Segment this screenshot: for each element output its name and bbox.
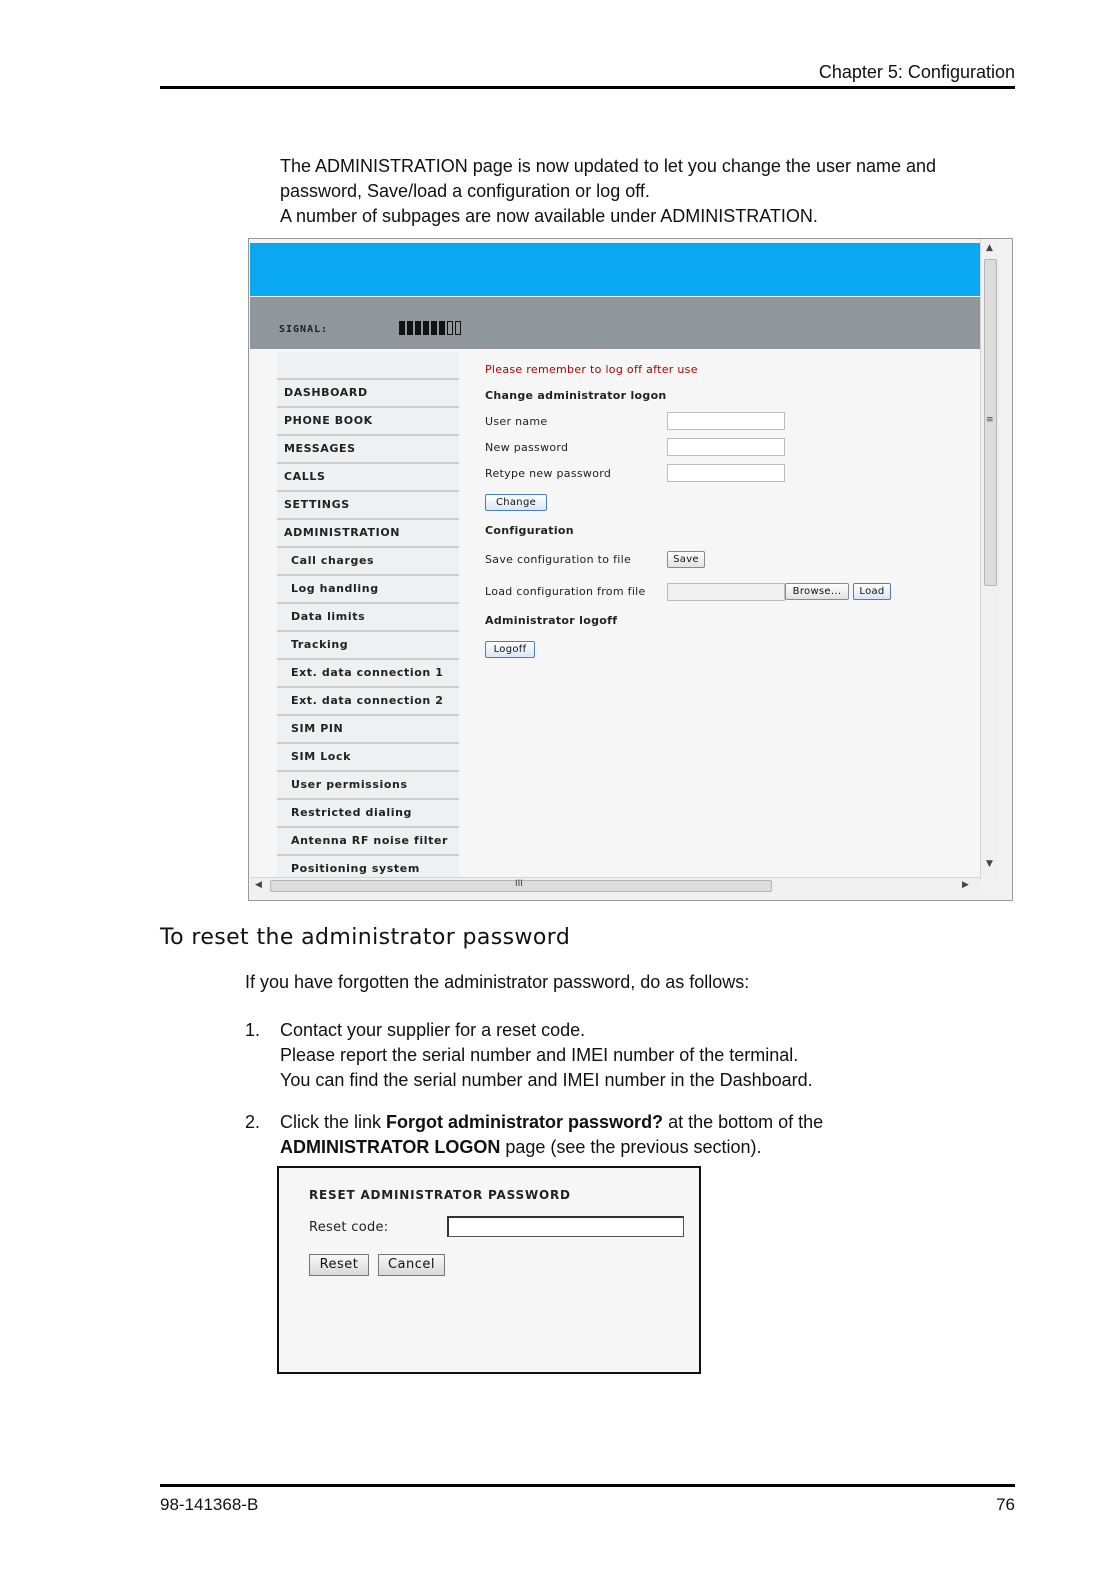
signal-bar	[399, 321, 405, 335]
nav-item[interactable]: Call charges	[277, 548, 459, 576]
step-number: 2.	[245, 1112, 261, 1132]
hscroll-grip-icon: III	[515, 879, 523, 889]
step-2-text: Click the link	[280, 1112, 387, 1132]
signal-meter	[399, 321, 461, 335]
nav-item[interactable]: MESSAGES	[277, 436, 459, 464]
step-2-line	[280, 1110, 980, 1135]
header-rule	[160, 86, 1015, 89]
intro-line: The ADMINISTRATION page is now updated to let you change the user name and	[280, 156, 937, 176]
nav-item[interactable]: PHONE BOOK	[277, 408, 459, 436]
nav-item[interactable]: SIM Lock	[277, 744, 459, 772]
step-1-line: Contact your supplier for a reset code.	[280, 1020, 586, 1040]
retype-password-input[interactable]	[667, 464, 785, 482]
step-2-text: page (see the previous section).	[500, 1137, 762, 1157]
nav-item[interactable]: Positioning system	[277, 856, 459, 884]
scroll-left-icon[interactable]: ◀	[255, 880, 262, 890]
step-1-line: You can find the serial number and IMEI number in the Dashboard.	[280, 1070, 813, 1090]
logon-page-name: ADMINISTRATOR LOGON	[280, 1137, 501, 1157]
scroll-right-icon[interactable]: ▶	[962, 880, 969, 890]
retype-password-label: Retype new password	[485, 467, 612, 480]
banner	[250, 243, 986, 296]
nav-item[interactable]: CALLS	[277, 464, 459, 492]
nav-blank	[277, 352, 459, 380]
step-2-text: at the bottom of the	[663, 1112, 824, 1132]
reset-code-label: Reset code:	[309, 1220, 389, 1235]
intro-line: A number of subpages are now available under ADMINISTRATION.	[280, 206, 818, 226]
load-config-label: Load configuration from file	[485, 585, 646, 598]
horizontal-scrollbar[interactable]	[250, 877, 980, 894]
running-header: Chapter 5: Configuration	[818, 62, 1015, 82]
step-1	[280, 1018, 980, 1093]
configuration-heading: Configuration	[485, 524, 574, 537]
step-number: 1.	[245, 1020, 261, 1040]
signal-bar	[439, 321, 445, 335]
cancel-button[interactable]: Cancel	[378, 1254, 445, 1276]
browse-button[interactable]: Browse...	[785, 583, 849, 600]
nav-item[interactable]: Log handling	[277, 576, 459, 604]
step-1-line: Please report the serial number and IMEI number of the terminal.	[280, 1045, 799, 1065]
logoff-heading: Administrator logoff	[485, 614, 618, 627]
signal-bar	[407, 321, 413, 335]
reset-button[interactable]: Reset	[309, 1254, 369, 1276]
signal-label: SIGNAL:	[279, 324, 329, 335]
nav-item[interactable]: Ext. data connection 1	[277, 660, 459, 688]
scroll-down-icon[interactable]: ▼	[986, 859, 993, 869]
user-name-input[interactable]	[667, 412, 785, 430]
document-number: 98-141368-B	[160, 1495, 259, 1514]
nav-item[interactable]: DASHBOARD	[277, 380, 459, 408]
signal-bar	[431, 321, 437, 335]
signal-bar	[423, 321, 429, 335]
intro-line: password, Save/load a configuration or log off.	[280, 181, 650, 201]
logoff-warning: Please remember to log off after use	[485, 363, 698, 376]
save-button[interactable]: Save	[667, 551, 705, 568]
load-button[interactable]: Load	[853, 583, 891, 600]
nav-item[interactable]: ADMINISTRATION	[277, 520, 459, 548]
page-number: 76	[996, 1495, 1015, 1514]
signal-bar	[455, 321, 461, 335]
save-config-label: Save configuration to file	[485, 553, 632, 566]
side-navigation	[277, 352, 459, 884]
nav-item[interactable]: Restricted dialing	[277, 800, 459, 828]
intro-paragraph	[280, 154, 980, 229]
step-2-line	[280, 1135, 980, 1160]
scroll-grip-icon: ≡	[986, 415, 994, 425]
nav-item[interactable]: User permissions	[277, 772, 459, 800]
nav-item[interactable]: Ext. data connection 2	[277, 688, 459, 716]
nav-item[interactable]: Antenna RF noise filter	[277, 828, 459, 856]
new-password-label: New password	[485, 441, 569, 454]
reset-dialog-title: RESET ADMINISTRATOR PASSWORD	[309, 1188, 571, 1202]
nav-item[interactable]: SETTINGS	[277, 492, 459, 520]
nav-item[interactable]: Tracking	[277, 632, 459, 660]
change-button[interactable]: Change	[485, 494, 547, 511]
step-2	[280, 1110, 980, 1160]
signal-bar	[447, 321, 453, 335]
section-lead: If you have forgotten the administrator password, do as follows:	[245, 972, 750, 992]
config-file-input[interactable]	[667, 583, 785, 601]
reset-password-screenshot	[277, 1166, 701, 1374]
nav-item[interactable]: Data limits	[277, 604, 459, 632]
signal-bar	[415, 321, 421, 335]
nav-item[interactable]: SIM PIN	[277, 716, 459, 744]
section-heading: To reset the administrator password	[160, 925, 571, 950]
forgot-password-link-name: Forgot administrator password?	[386, 1112, 664, 1132]
scroll-up-icon[interactable]: ▲	[986, 243, 993, 253]
new-password-input[interactable]	[667, 438, 785, 456]
user-name-label: User name	[485, 415, 548, 428]
reset-code-input[interactable]	[447, 1216, 684, 1237]
administration-screenshot	[248, 238, 1013, 901]
change-logon-heading: Change administrator logon	[485, 389, 667, 402]
logoff-button[interactable]: Logoff	[485, 641, 535, 658]
vertical-scrollbar[interactable]	[980, 239, 999, 879]
status-bar	[250, 297, 986, 349]
footer-rule	[160, 1484, 1015, 1487]
